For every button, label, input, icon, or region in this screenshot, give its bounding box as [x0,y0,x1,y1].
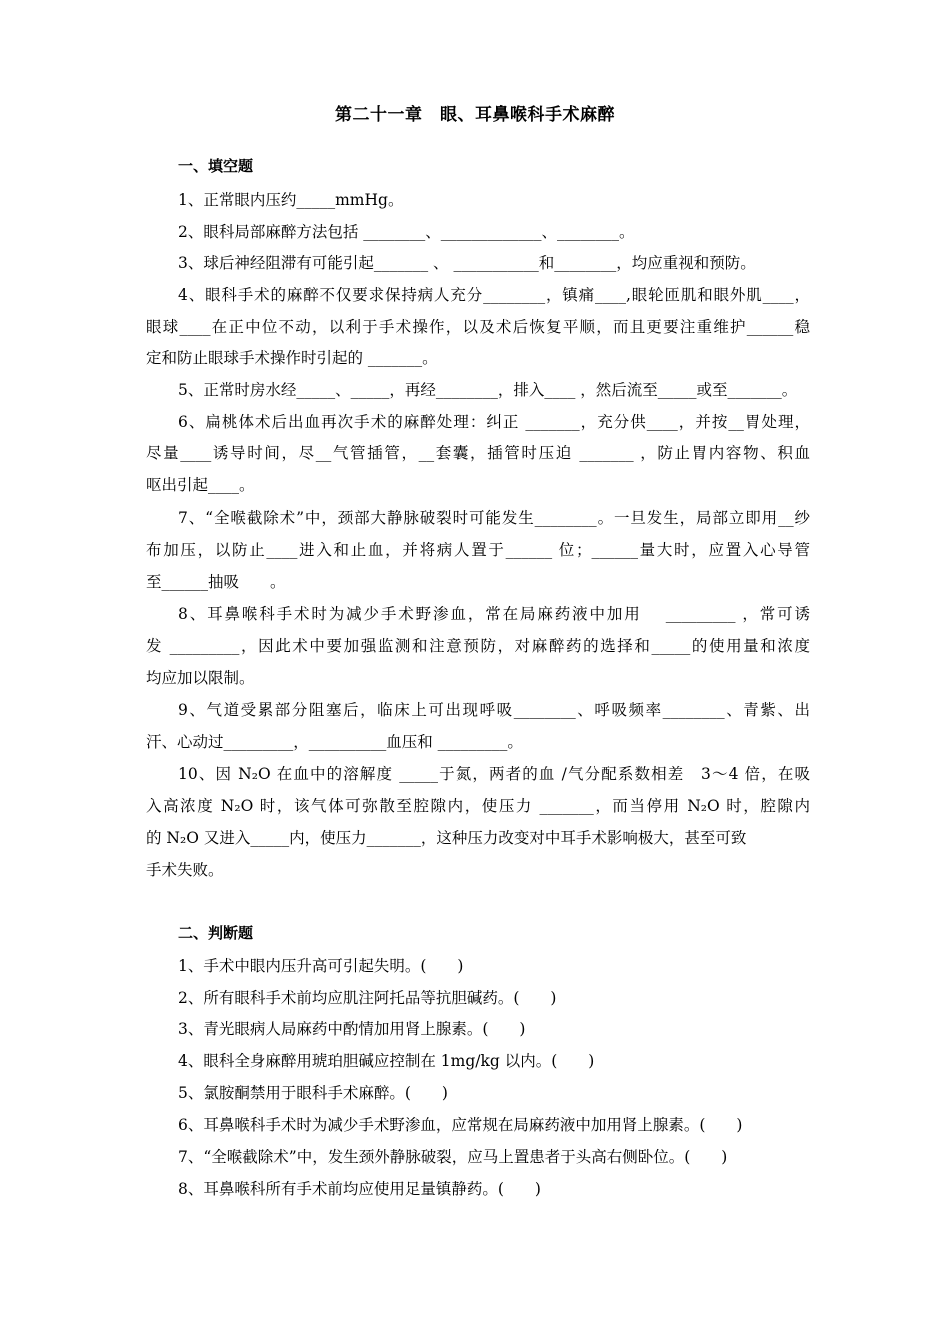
fill-in-line: 9、气道受累部分阻塞后，临床上可出现呼吸________、呼吸频率________、青紫、出 [178,701,810,719]
true-false-item: 8、耳鼻喉科所有手术前均应使用足量镇静药。( ) [178,1180,541,1198]
true-false-item: 1、手术中眼内压升高可引起失明。( ) [178,957,464,975]
fill-in-line: 6、扁桃体术后出血再次手术的麻醉处理：纠正 _______，充分供____，并按__胃处理， [178,413,810,431]
fill-in-line: 尽量____诱导时间，尽__气管插管，__套囊，插管时压迫 _______ ，防止胃内容物、积血 [146,444,810,462]
fill-in-line: 均应加以限制。 [146,669,255,687]
fill-in-line: 呕出引起____。 [146,476,255,494]
fill-in-line: 10、因 N₂O 在血中的溶解度 _____于氮，两者的血 /气分配系数相差 3～4 倍，在吸 [178,765,810,783]
fill-in-line: 的 N₂O 又进入_____内，使压力_______，这种压力改变对中耳手术影响极大，甚至可致 [146,829,747,847]
fill-in-line: 1、正常眼内压约_____mmHg。 [178,191,404,209]
chapter-title: 第二十一章 眼、耳鼻喉科手术麻醉 [335,105,615,125]
fill-in-line: 5、正常时房水经_____、_____，再经________，排入____ ，然后流至_____或至_______。 [178,381,798,399]
true-false-heading: 二、判断题 [178,924,254,942]
fill-in-line: 发 _________，因此术中要加强监测和注意预防，对麻醉药的选择和_____的使用量和浓度 [146,637,810,655]
fill-in-line: 布加压，以防止____进入和止血，并将病人置于______ 位；______量大时，应置入心导管 [146,541,810,559]
true-false-item: 4、眼科全身麻醉用琥珀胆碱应控制在 1mg/kg 以内。( ) [178,1052,595,1070]
true-false-item: 7、“全喉截除术”中，发生颈外静脉破裂，应马上置患者于头高右侧卧位。( ) [178,1148,728,1166]
fill-in-line: 4、眼科手术的麻醉不仅要求保持病人充分________，镇痛____,眼轮匝肌和眼外肌____， [178,286,810,304]
fill-in-heading: 一、填空题 [178,157,254,175]
fill-in-line: 定和防止眼球手术操作时引起的 _______。 [146,349,438,367]
true-false-item: 3、青光眼病人局麻药中酌情加用肾上腺素。( ) [178,1020,526,1038]
fill-in-line: 手术失败。 [146,861,224,879]
fill-in-line: 汗、心动过_________，__________血压和 _________。 [146,733,523,751]
fill-in-line: 入高浓度 N₂O 时，该气体可弥散至腔隙内，使压力 _______，而当停用 N₂O 时，腔隙内 [146,797,810,815]
true-false-item: 6、耳鼻喉科手术时为减少手术野渗血，应常规在局麻药液中加用肾上腺素。( ) [178,1116,743,1134]
fill-in-line: 8、耳鼻喉科手术时为减少手术野渗血，常在局麻药液中加用 _________ ，常可诱 [178,605,810,623]
fill-in-line: 眼球____在正中位不动，以利于手术操作，以及术后恢复平顺，而且更要注重维护______稳 [146,318,810,336]
fill-in-line: 至______抽吸 。 [146,573,286,591]
true-false-item: 2、所有眼科手术前均应肌注阿托品等抗胆碱药。( ) [178,989,557,1007]
fill-in-line: 3、球后神经阻滞有可能引起_______ 、 ___________和________，均应重视和预防。 [178,254,756,272]
fill-in-line: 7、“全喉截除术”中，颈部大静脉破裂时可能发生________。一旦发生，局部立即用__纱 [178,509,810,527]
fill-in-line: 2、眼科局部麻醉方法包括 ________、_____________、________。 [178,223,635,241]
true-false-item: 5、氯胺酮禁用于眼科手术麻醉。( ) [178,1084,448,1102]
